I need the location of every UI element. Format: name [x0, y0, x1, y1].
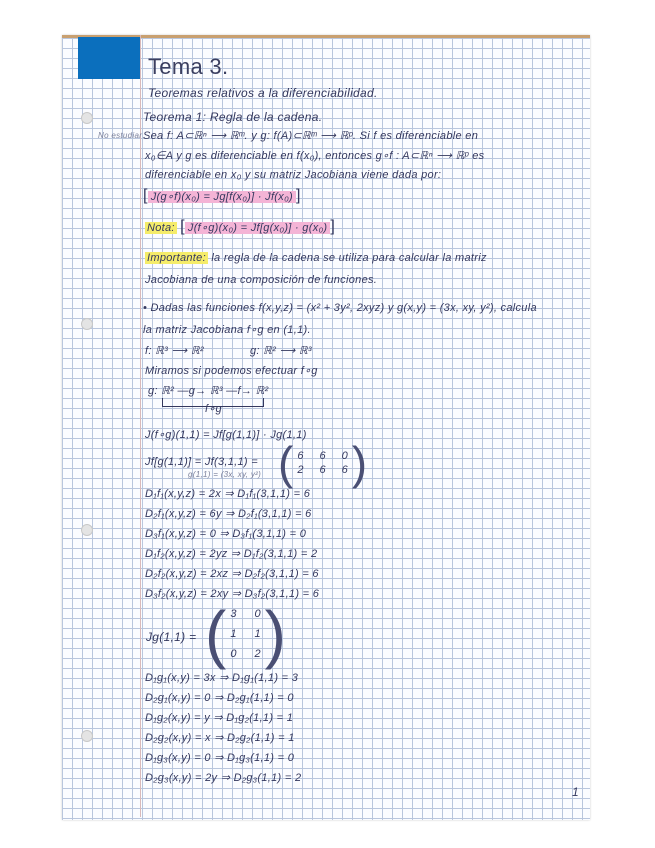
g-derivative: D₂g₃(x,y) = 2y ⇒ D₂g₃(1,1) = 2: [145, 772, 302, 784]
nota: Nota: [ J(f∘g)(x₀) = Jf[g(x₀)] · g(x₀) ]: [147, 218, 336, 235]
g-derivative: D₁g₂(x,y) = y ⇒ D₁g₂(1,1) = 1: [145, 712, 294, 724]
check-line: Miramos si podemos efectuar f∘g: [145, 365, 318, 377]
punch-hole: [81, 524, 93, 536]
jf-matrix: ( 6 6 0 2 6 6 ): [278, 437, 368, 489]
nota-label: Nota:: [147, 222, 175, 234]
matrix-cell: 6: [341, 464, 348, 476]
margin-line: [140, 35, 141, 817]
f-derivative: D₂f₁(x,y,z) = 6y ⇒ D₂f₁(3,1,1) = 6: [145, 508, 312, 520]
f-derivative: D₁f₁(x,y,z) = 2x ⇒ D₁f₁(3,1,1) = 6: [145, 488, 311, 500]
jg-equation: Jg(1,1) =: [146, 630, 197, 644]
matrix-cell: 2: [254, 648, 261, 660]
matrix-cell: 6: [297, 450, 304, 462]
g-derivative: D₂g₂(x,y) = x ⇒ D₂g₂(1,1) = 1: [145, 732, 295, 744]
g-derivative: D₁g₃(x,y) = 0 ⇒ D₁g₃(1,1) = 0: [145, 752, 295, 764]
domain-g: g: ℝ² ⟶ ℝ³: [250, 345, 312, 357]
chain-line: J(f∘g)(1,1) = Jf[g(1,1)] · Jg(1,1): [145, 429, 307, 441]
formula-text: J(g∘f)(x₀) = Jg[f(x₀)] · Jf(x₀): [148, 191, 296, 203]
composition-diagram: g: ℝ² —g→ ℝ³ —f→ ℝ²: [148, 385, 269, 397]
theorem-line: Sea f: A⊂ℝⁿ ⟶ ℝᵐ. y g: f(A)⊂ℝᵐ ⟶ ℝᵖ. Si f es diferenciable en: [143, 130, 479, 142]
matrix-cell: 6: [319, 464, 326, 476]
jg-matrix: ( 3 0 1 1 0 2 ): [205, 598, 286, 670]
matrix-cell: 3: [230, 608, 237, 620]
composition-label: f∘g: [205, 403, 222, 415]
punch-hole: [81, 318, 93, 330]
importante-label: Importante:: [147, 252, 206, 264]
punch-hole: [81, 112, 93, 124]
jf-equation: Jf[g(1,1)] = Jf(3,1,1) =: [145, 456, 258, 468]
matrix-cell: 1: [254, 628, 261, 640]
matrix-cell: 0: [230, 648, 237, 660]
subtitle: Teoremas relativos a la diferenciabilidad.: [148, 86, 378, 100]
matrix-cell: 6: [319, 450, 326, 462]
chain-rule-formula: [ J(g∘f)(x₀) = Jg[f(x₀)] · Jf(x₀) ]: [143, 187, 301, 204]
punch-hole: [81, 730, 93, 742]
importante-line: la regla de la cadena se utiliza para calcular la matriz: [211, 252, 487, 264]
importante: [145, 252, 487, 264]
page-number: 1: [572, 785, 579, 799]
f-derivative: D₃f₁(x,y,z) = 0 ⇒ D₃f₁(3,1,1) = 0: [145, 528, 307, 540]
matrix-cell: 1: [230, 628, 237, 640]
theorem-heading: Teorema 1: Regla de la cadena.: [143, 110, 323, 124]
matrix-cell: 2: [297, 464, 304, 476]
page-title: Tema 3.: [148, 54, 229, 79]
domain-f: f: ℝ³ ⟶ ℝ²: [145, 345, 204, 357]
redaction-box: [78, 37, 140, 79]
margin-note: No estudiar: [98, 131, 143, 140]
nota-formula: J(f∘g)(x₀) = Jf[g(x₀)] · g(x₀): [185, 222, 331, 234]
g-derivative: D₁g₁(x,y) = 3x ⇒ D₁g₁(1,1) = 3: [145, 672, 299, 684]
g-derivative: D₂g₁(x,y) = 0 ⇒ D₂g₁(1,1) = 0: [145, 692, 294, 704]
f-derivative: D₁f₂(x,y,z) = 2yz ⇒ D₁f₂(3,1,1) = 2: [145, 548, 318, 560]
theorem-line: x₀∈A y g es diferenciable en f(x₀), entonces g∘f : A⊂ℝⁿ ⟶ ℝᵖ es: [145, 150, 485, 162]
exercise-line: la matriz Jacobiana f∘g en (1,1).: [143, 324, 311, 336]
theorem-line: diferenciable en x₀ y su matriz Jacobiana viene dada por:: [145, 169, 442, 181]
f-derivative: D₂f₂(x,y,z) = 2xz ⇒ D₂f₂(3,1,1) = 6: [145, 568, 319, 580]
matrix-cell: 0: [341, 450, 348, 462]
importante-line: Jacobiana de una composición de funciones.: [145, 274, 378, 286]
jf-note: g(1,1) = (3x, xy, y²): [188, 470, 262, 479]
f-derivative: D₃f₂(x,y,z) = 2xy ⇒ D₃f₂(3,1,1) = 6: [145, 588, 320, 600]
exercise-line: • Dadas las funciones f(x,y,z) = (x² + 3y², 2xyz) y g(x,y) = (3x, xy, y²), calcula: [143, 302, 537, 314]
matrix-cell: 0: [254, 608, 261, 620]
